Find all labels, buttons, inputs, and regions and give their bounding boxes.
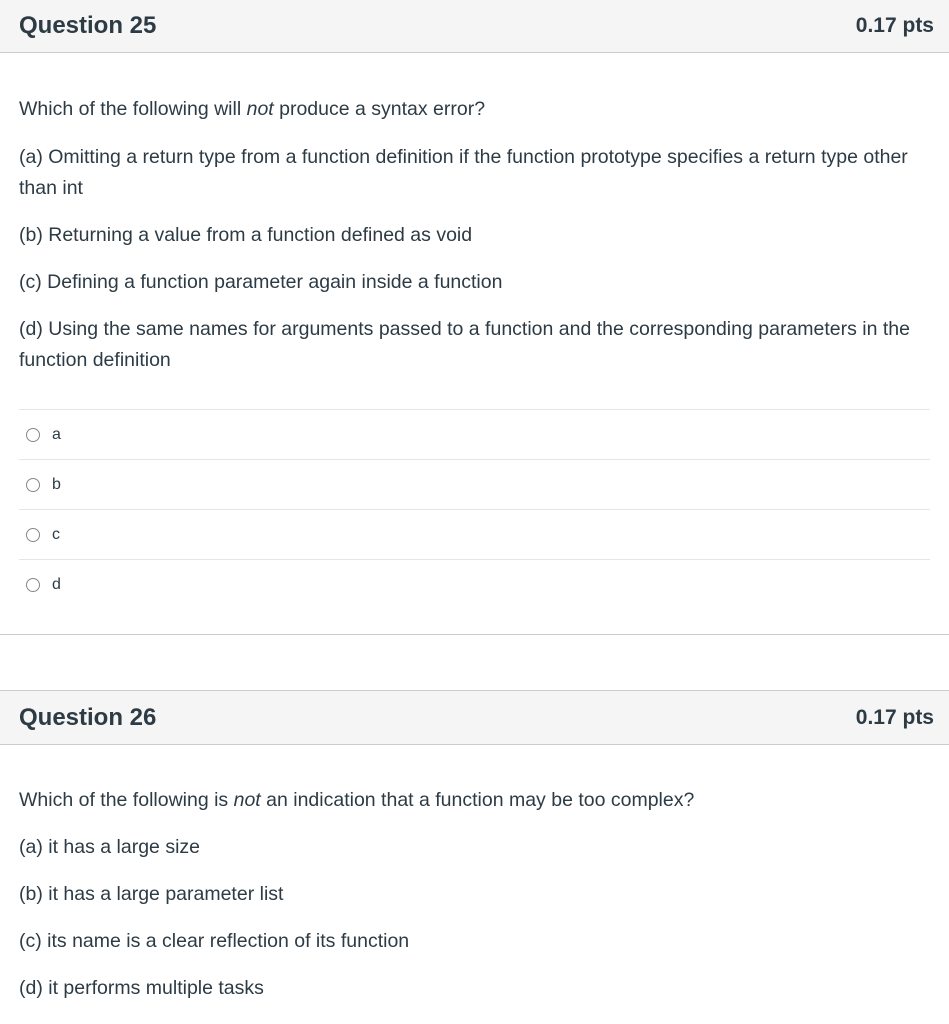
option-text-c: (c) its name is a clear reflection of its function <box>19 930 410 952</box>
stem-emphasis: not <box>233 789 261 811</box>
answer-label[interactable]: c <box>52 525 60 543</box>
question-stem <box>19 53 930 125</box>
question-stem <box>19 745 930 816</box>
answer-label[interactable]: b <box>52 475 61 493</box>
option-text-a: (a) it has a large size <box>19 836 200 858</box>
question-title: Question 26 <box>19 703 157 731</box>
answer-label[interactable]: d <box>52 575 61 593</box>
option-text-b: (b) it has a large parameter list <box>19 883 284 905</box>
radio-button[interactable] <box>26 428 40 442</box>
answer-option-b[interactable] <box>19 460 930 510</box>
option-text-d: (d) it performs multiple tasks <box>19 977 264 999</box>
question-body <box>0 53 949 634</box>
question-header <box>0 691 949 745</box>
option-text-d: (d) Using the same names for arguments passed to a function and the corresponding parameters in the function definition <box>19 318 910 371</box>
answer-list <box>19 409 930 634</box>
stem-emphasis: not <box>246 98 274 120</box>
radio-button[interactable] <box>26 528 40 542</box>
answer-option-c[interactable] <box>19 510 930 560</box>
answer-label[interactable]: a <box>52 425 61 443</box>
stem-text: Which of the following will <box>19 98 247 120</box>
answer-option-d[interactable] <box>19 560 930 609</box>
question-header <box>0 0 949 53</box>
question-title: Question 25 <box>19 11 157 39</box>
stem-text: an indication that a function may be too complex? <box>260 789 695 811</box>
radio-button[interactable] <box>26 578 40 592</box>
option-text-c: (c) Defining a function parameter again inside a function <box>19 271 503 293</box>
option-text-b: (b) Returning a value from a function defined as void <box>19 224 473 246</box>
stem-text: Which of the following is <box>19 789 234 811</box>
question-26 <box>0 690 949 1004</box>
question-points: 0.17 pts <box>855 705 934 729</box>
stem-text: produce a syntax error? <box>273 98 486 120</box>
radio-button[interactable] <box>26 478 40 492</box>
question-points: 0.17 pts <box>855 13 934 37</box>
option-text-a: (a) Omitting a return type from a function definition if the function prototype specifies a return type other than int <box>19 146 908 199</box>
answer-option-a[interactable] <box>19 410 930 460</box>
question-body <box>0 745 949 1004</box>
